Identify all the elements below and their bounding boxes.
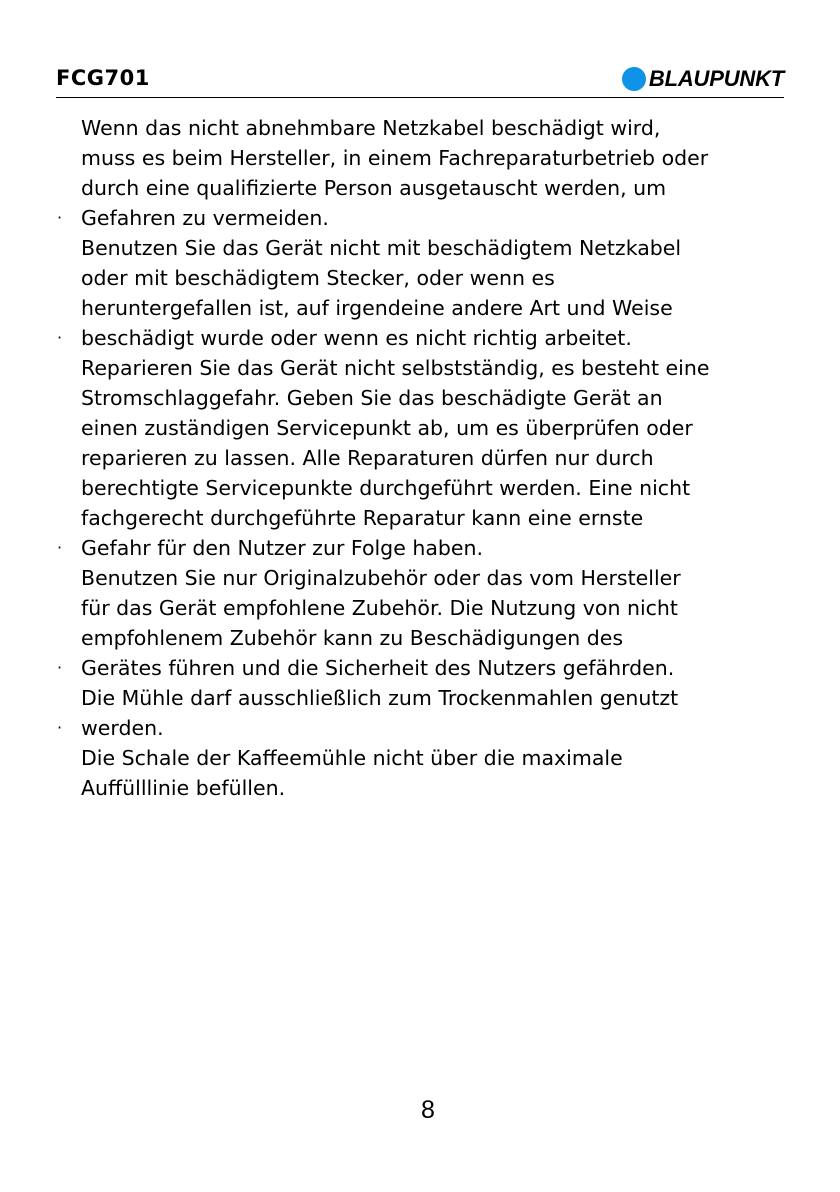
text-line-content: für das Gerät empfohlene Zubehör. Die Nutzung von nicht <box>81 596 678 620</box>
text-line-content: reparieren zu lassen. Alle Reparaturen dürfen nur durch <box>81 446 654 470</box>
bullet-dot: · <box>57 718 63 737</box>
text-line-content: Die Schale der Kaffeemühle nicht über die maximale <box>81 746 623 770</box>
bullet-dot: · <box>57 208 63 227</box>
text-line-content: berechtigte Servicepunkte durchgeführt werden. Eine nicht <box>81 476 691 500</box>
text-line-content: Reparieren Sie das Gerät nicht selbstständig, es besteht eine <box>81 356 710 380</box>
text-line <box>0 503 840 533</box>
text-line <box>0 653 840 683</box>
text-line <box>0 713 840 743</box>
text-line <box>0 443 840 473</box>
text-line <box>0 293 840 323</box>
text-line <box>0 353 840 383</box>
text-line-content: Auffülllinie befüllen. <box>81 776 286 800</box>
text-line <box>0 413 840 443</box>
text-line <box>0 623 840 653</box>
brand-logo <box>622 66 784 92</box>
text-line-content: heruntergefallen ist, auf irgendeine andere Art und Weise <box>81 296 673 320</box>
bullet-dot: · <box>57 538 63 557</box>
text-line <box>0 743 840 773</box>
text-line <box>0 203 840 233</box>
text-line <box>0 323 840 353</box>
page-header <box>56 64 784 96</box>
safety-instructions <box>0 113 840 803</box>
text-line <box>0 473 840 503</box>
text-line <box>0 593 840 623</box>
text-line <box>0 173 840 203</box>
text-line-content: Wenn das nicht abnehmbare Netzkabel beschädigt wird, <box>81 116 661 140</box>
bullet-dot: · <box>57 658 63 677</box>
bullet-dot: · <box>57 328 63 347</box>
text-line-content: Gefahr für den Nutzer zur Folge haben. <box>81 536 484 560</box>
text-line <box>0 263 840 293</box>
text-line <box>0 233 840 263</box>
text-line-content: Stromschlaggefahr. Geben Sie das beschädigte Gerät an <box>81 386 663 410</box>
brand-name: BLAUPUNKT <box>648 66 784 91</box>
text-line-content: einen zuständigen Servicepunkt ab, um es überprüfen oder <box>81 416 693 440</box>
model-number: FCG701 <box>56 66 150 90</box>
text-line-content: Die Mühle darf ausschließlich zum Trockenmahlen genutzt <box>81 686 679 710</box>
text-line <box>0 383 840 413</box>
text-line-content: Benutzen Sie das Gerät nicht mit beschädigtem Netzkabel <box>81 236 682 260</box>
header-divider <box>56 97 784 98</box>
text-line <box>0 773 840 803</box>
brand-dot-icon <box>622 67 646 91</box>
text-line-content: oder mit beschädigtem Stecker, oder wenn es <box>81 266 555 290</box>
text-line-content: beschädigt wurde oder wenn es nicht richtig arbeitet. <box>81 326 632 350</box>
text-line-content: Gefahren zu vermeiden. <box>81 206 329 230</box>
text-line <box>0 113 840 143</box>
text-line <box>0 143 840 173</box>
page-number: 8 <box>421 1096 435 1124</box>
text-line-content: muss es beim Hersteller, in einem Fachreparaturbetrieb oder <box>81 146 709 170</box>
text-line-content: empfohlenem Zubehör kann zu Beschädigungen des <box>81 626 624 650</box>
text-line-content: Benutzen Sie nur Originalzubehör oder das vom Hersteller <box>81 566 681 590</box>
text-line <box>0 563 840 593</box>
text-line-content: durch eine qualifizierte Person ausgetauscht werden, um <box>81 176 667 200</box>
text-line-content: werden. <box>81 716 164 740</box>
text-line <box>0 533 840 563</box>
text-line-content: fachgerecht durchgeführte Reparatur kann eine ernste <box>81 506 644 530</box>
text-line-content: Gerätes führen und die Sicherheit des Nutzers gefährden. <box>81 656 675 680</box>
text-line <box>0 683 840 713</box>
